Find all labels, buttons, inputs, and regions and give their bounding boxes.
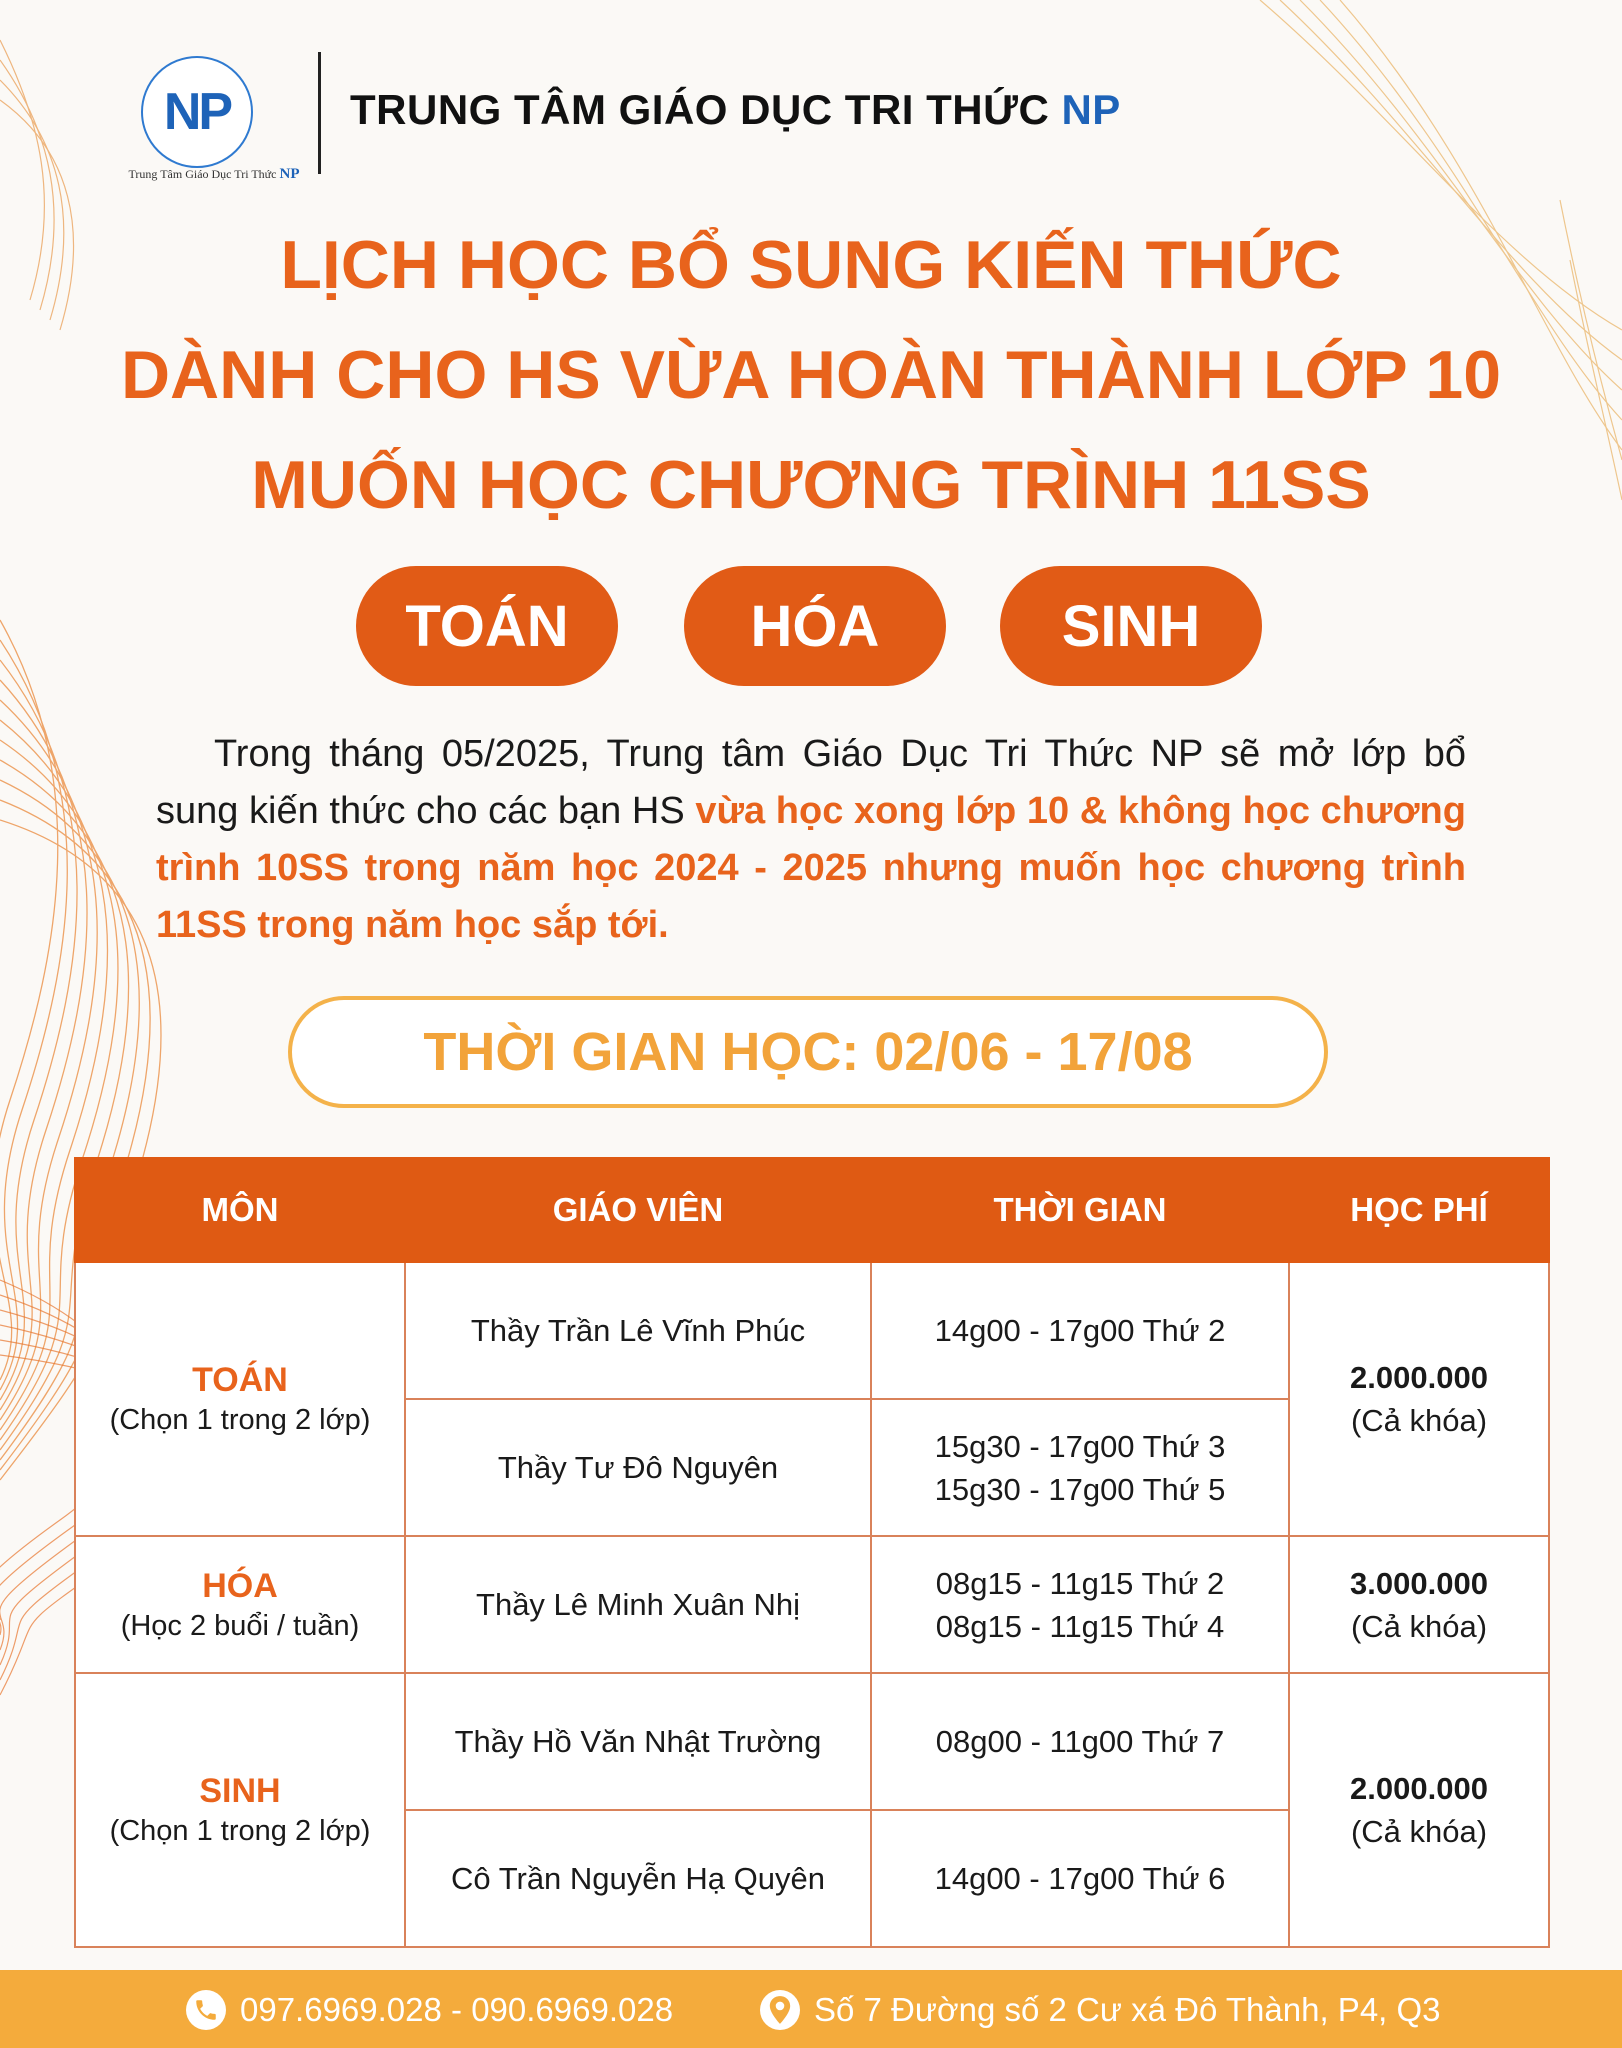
teacher-cell: Thầy Tư Đô Nguyên (405, 1399, 871, 1536)
time-line: 15g30 - 17g00 Thứ 3 (934, 1428, 1226, 1464)
location-pin-icon (760, 1990, 800, 2030)
fee-cell-hoa (1289, 1536, 1549, 1673)
time-cell: 14g00 - 17g00 Thứ 2 (871, 1262, 1289, 1399)
table-row (75, 1536, 1549, 1673)
title-line-1: LỊCH HỌC BỔ SUNG KIẾN THỨC (280, 227, 1342, 303)
fee-note: (Cả khóa) (1350, 1403, 1488, 1438)
footer-address[interactable] (760, 1990, 1441, 2030)
fee-note: (Cả khóa) (1350, 1814, 1488, 1849)
org-name-np: NP (1061, 86, 1121, 133)
subject-pill-sinh: SINH (1000, 566, 1262, 686)
subject-note: (Học 2 buổi / tuần) (120, 1609, 360, 1642)
org-name-text: TRUNG TÂM GIÁO DỤC TRI THỨC (350, 86, 1050, 133)
fee-cell-sinh (1289, 1673, 1549, 1947)
subject-name: HÓA (202, 1566, 278, 1605)
phone-icon (186, 1990, 226, 2030)
fee-amount: 2.000.000 (1350, 1360, 1488, 1395)
time-line: 15g30 - 17g00 Thứ 5 (934, 1471, 1226, 1507)
teacher-cell: Cô Trần Nguyễn Hạ Quyên (405, 1810, 871, 1947)
subject-pill-hoa: HÓA (684, 566, 946, 686)
footer-phone[interactable] (186, 1990, 673, 2030)
time-cell (871, 1536, 1289, 1673)
schedule-table (74, 1157, 1550, 1948)
logo (128, 48, 300, 182)
table-row (75, 1673, 1549, 1810)
logo-caption-np: NP (279, 166, 300, 182)
header-fee: HỌC PHÍ (1289, 1158, 1549, 1262)
subject-pill-toan: TOÁN (356, 566, 618, 686)
study-time-banner: THỜI GIAN HỌC: 02/06 - 17/08 (288, 996, 1328, 1108)
logo-caption (114, 166, 314, 183)
time-cell (871, 1399, 1289, 1536)
time-cell: 08g00 - 11g00 Thứ 7 (871, 1673, 1289, 1810)
table-header-row (75, 1158, 1549, 1262)
subject-note: (Chọn 1 trong 2 lớp) (109, 1815, 371, 1847)
phone-numbers: 097.6969.028 - 090.6969.028 (240, 1991, 674, 2028)
title-line-3: MUỐN HỌC CHƯƠNG TRÌNH 11SS (251, 447, 1371, 523)
footer-bar (0, 1970, 1622, 2048)
address-text: Số 7 Đường số 2 Cư xá Đô Thành, P4, Q3 (814, 1991, 1441, 2028)
header-divider (318, 52, 321, 174)
fee-amount: 3.000.000 (1350, 1565, 1488, 1601)
intro-paragraph (156, 726, 1466, 954)
teacher-cell: Thầy Trần Lê Vĩnh Phúc (405, 1262, 871, 1399)
subject-cell-hoa (75, 1536, 405, 1673)
subject-name: TOÁN (192, 1361, 288, 1399)
table-row (75, 1262, 1549, 1399)
fee-amount: 2.000.000 (1350, 1771, 1488, 1806)
fee-note: (Cả khóa) (1350, 1608, 1488, 1644)
intro-highlight: vừa học xong lớp 10 & không học chương trình 10SS trong năm học 2024 - 2025 nhưng muốn học chương trình 11SS trong năm học sắp tới. (156, 790, 1466, 946)
time-cell: 14g00 - 17g00 Thứ 6 (871, 1810, 1289, 1947)
intro-text: Trong tháng 05/2025, Trung tâm Giáo Dục Tri Thức NP sẽ mở lớp bổ sung kiến thức cho các bạn HS (156, 733, 1466, 832)
header-teacher: GIÁO VIÊN (405, 1158, 871, 1262)
subject-name: SINH (199, 1772, 281, 1810)
subject-cell-sinh (75, 1673, 405, 1947)
header-time: THỜI GIAN (871, 1158, 1289, 1262)
title-line-2: DÀNH CHO HS VỪA HOÀN THÀNH LỚP 10 (120, 337, 1502, 413)
logo-mark: NP (163, 83, 231, 141)
header-subject: MÔN (75, 1158, 405, 1262)
fee-cell-toan (1289, 1262, 1549, 1536)
time-line: 08g15 - 11g15 Thứ 2 (935, 1565, 1225, 1601)
subject-note: (Chọn 1 trong 2 lớp) (109, 1404, 371, 1436)
time-line: 08g15 - 11g15 Thứ 4 (935, 1608, 1225, 1644)
logo-circle (141, 56, 253, 168)
header (128, 48, 1130, 182)
org-name (350, 86, 1121, 134)
page-title (0, 210, 1622, 540)
teacher-cell: Thầy Lê Minh Xuân Nhị (405, 1536, 871, 1673)
subject-cell-toan (75, 1262, 405, 1536)
teacher-cell: Thầy Hồ Văn Nhật Trường (405, 1673, 871, 1810)
logo-caption-text: Trung Tâm Giáo Dục Tri Thức (128, 167, 277, 181)
